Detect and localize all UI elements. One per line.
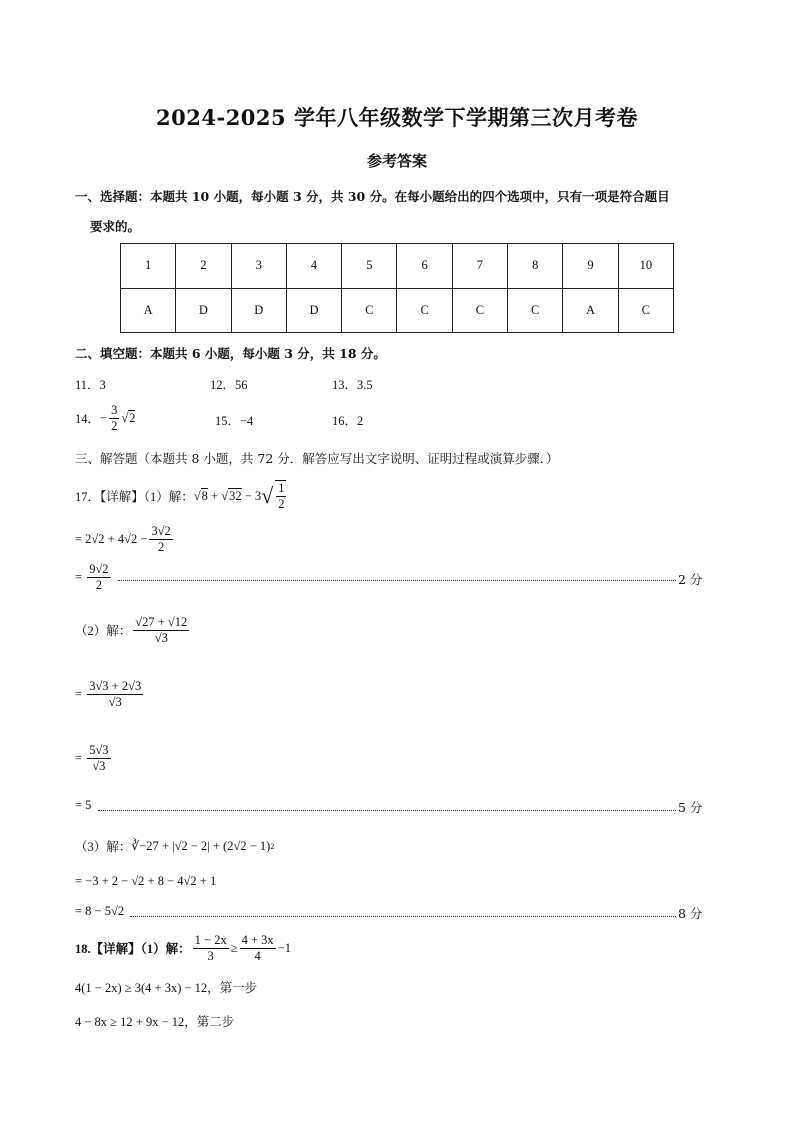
fraction-denominator: √3 [92, 758, 106, 773]
fraction-numerator: 9√2 [89, 561, 109, 576]
part2-label: （2）解： [75, 624, 132, 638]
section2-heading: 二、填空题：本题共 6 小题，每小题 3 分，共 18 分。 [75, 346, 386, 361]
fraction-denominator: 2 [95, 577, 102, 592]
relation: ≥ [230, 940, 238, 955]
q17-part3 [75, 834, 274, 858]
answer-15: 15．−4 [215, 414, 254, 428]
q17-part1: 17．【详解】（1）解： √ 8 + √ 32 − 3 √ $\frac{1}{2}$ [75, 481, 285, 511]
q17-label: 17．【详解】（1）解： [75, 490, 194, 504]
lhs-fraction [193, 933, 229, 964]
answer-number: 6 [397, 244, 452, 289]
fraction-numerator: 3√2 [151, 523, 171, 538]
fraction-denominator: 4 [254, 948, 261, 963]
step-fraction [87, 679, 143, 710]
section1-heading: 一、选择题：本题共 10 小题，每小题 3 分，共 30 分。在每小题给出的四个选项中，只有一项是符合题目 [75, 189, 670, 204]
radicand: 2 [129, 411, 136, 425]
answer-table [120, 243, 674, 333]
coefficient: 3 [254, 488, 262, 503]
fraction-denominator: √3 [154, 630, 168, 645]
answer-choice: D [176, 288, 231, 333]
fraction-numerator: 3√3 + 2√3 [89, 678, 142, 693]
answer-number: 9 [563, 244, 618, 289]
answer-choice: A [563, 288, 618, 333]
answer-11: 11．3 [75, 378, 106, 392]
answer-12: 12．56 [210, 378, 248, 392]
answer-14 [75, 400, 135, 436]
q18-part1 [75, 930, 291, 966]
sqrt-icon: √ [121, 410, 129, 425]
fraction-numerator: 5√3 [89, 742, 109, 757]
exponent: 2 [270, 841, 275, 851]
score-8: 8 分 [678, 906, 703, 921]
q17-part1-step2: = $\frac{9√2}{2}$ [75, 561, 109, 592]
answer-choice: D [286, 288, 341, 333]
q17-part3-step2: = 8 − 5√2 [75, 904, 125, 918]
fraction-denominator: 2 [111, 418, 118, 433]
fraction-denominator: 2 [278, 497, 285, 511]
q17-part2-step1: = $\frac{3√3 + 2√3}{√3}$ [75, 678, 142, 709]
q17-part3-step1: = −3 + 2 − √2 + 8 − 4√2 + 1 [75, 874, 217, 888]
answer-choice: C [342, 288, 397, 333]
sqrt-icon: √ [221, 488, 229, 503]
fraction-denominator: 3 [207, 948, 214, 963]
radicand: 8 [201, 489, 208, 503]
answer-choice: D [231, 288, 286, 333]
q18-step2: 4 − 8x ≥ 12 + 9x − 12，第二步 [75, 1015, 235, 1029]
answer-number: 7 [452, 244, 507, 289]
answer-table-number-row [121, 244, 674, 289]
q18-step1: 4(1 − 2x) ≥ 3(4 + 3x) − 12，第一步 [75, 981, 258, 995]
fraction-denominator: √3 [108, 694, 122, 709]
answer-choice: C [618, 288, 673, 333]
answer-choice: C [397, 288, 452, 333]
answer-13: 13．3.5 [332, 378, 373, 392]
fraction-numerator: √27 + √12 [135, 614, 188, 629]
answer-number: 2 [176, 244, 231, 289]
q18-label: 18.【详解】（1）解： [75, 942, 191, 956]
answer-14-sign: − [100, 410, 108, 425]
fraction-numerator: 1 [278, 481, 285, 495]
section1-heading-cont: 要求的。 [90, 219, 141, 234]
q17-part1-fraction [275, 480, 286, 512]
page-title: 2024-2025 学年八年级数学下学期第三次月考卷 [156, 105, 638, 130]
step-fraction [87, 743, 110, 774]
step-lead: = 2√2 + 4√2 − [75, 531, 148, 546]
fraction-denominator: 2 [157, 539, 165, 554]
answer-number: 1 [121, 244, 176, 289]
section3-heading: 三、解答题（本题共 8 小题，共 72 分．解答应写出文字说明、证明过程或演算步骤．） [75, 451, 559, 466]
sqrt-icon: √ [193, 488, 201, 503]
step-fraction [149, 524, 172, 555]
part3-label: （3）解： [75, 840, 132, 854]
answer-number: 3 [231, 244, 286, 289]
fraction-numerator: 1 − 2x [194, 932, 227, 947]
answer-number: 4 [286, 244, 341, 289]
answer-choice: C [508, 288, 563, 333]
answer-14-fraction [109, 403, 119, 434]
answer-number: 5 [342, 244, 397, 289]
radicand: 32 [229, 489, 242, 503]
dotted-leader [118, 580, 676, 581]
dotted-leader [130, 916, 676, 917]
answer-choice: A [121, 288, 176, 333]
answer-16: 16．2 [332, 414, 364, 428]
step-fraction [87, 562, 110, 593]
part2-fraction [133, 615, 189, 646]
score-5: 5 分 [678, 800, 703, 815]
rhs-tail: −1 [277, 940, 291, 955]
fraction-numerator: 4 + 3x [241, 932, 274, 947]
page-subtitle: 参考答案 [366, 152, 427, 170]
answer-choice: C [452, 288, 507, 333]
q17-part2-step3: = 5 [75, 798, 92, 812]
part3-expression: ∛−27 + |√2 − 2| + (2√2 − 1) [131, 839, 271, 853]
dotted-leader [98, 810, 676, 811]
q17-part2 [75, 612, 191, 648]
score-2: 2 分 [678, 572, 703, 587]
answer-table-answer-row [121, 288, 674, 333]
q17-part1-step1 [75, 522, 175, 556]
q17-part2-step2: = $\frac{5√3}{√3}$ [75, 742, 109, 773]
fraction-numerator: 3 [111, 402, 118, 417]
sqrt-icon: √ [261, 483, 274, 508]
rhs-fraction [240, 933, 276, 964]
answer-number: 10 [618, 244, 673, 289]
answer-14-label: 14． [75, 412, 101, 426]
answer-number: 8 [508, 244, 563, 289]
